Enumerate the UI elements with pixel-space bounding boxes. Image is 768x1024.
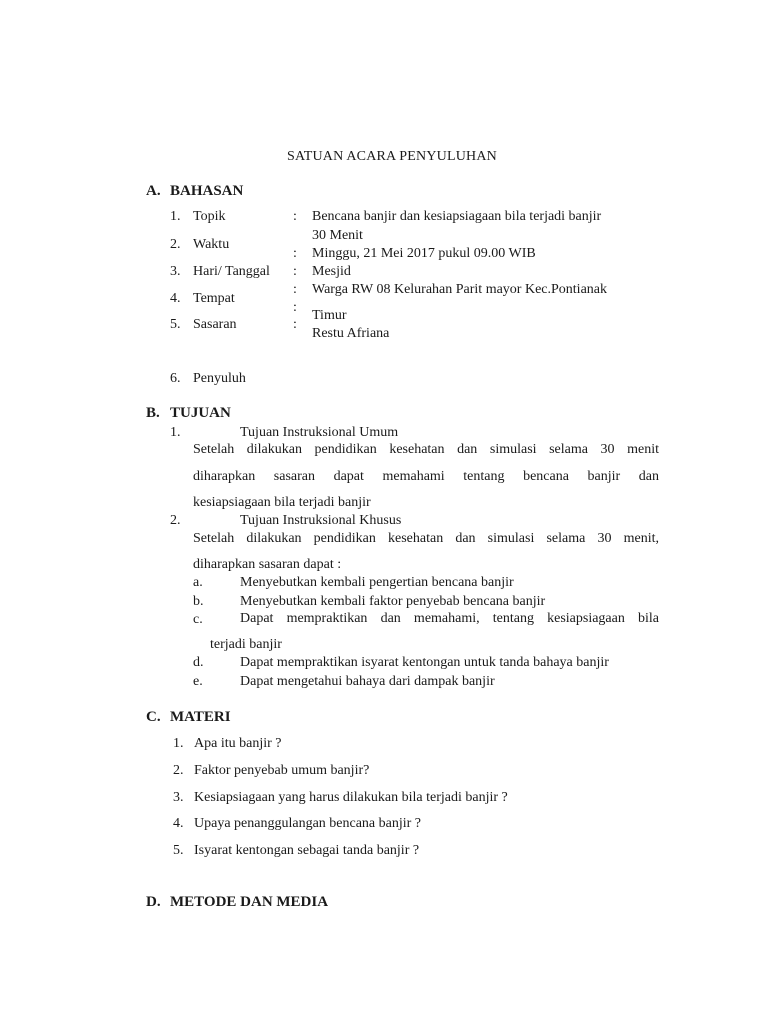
section-b-heading: TUJUAN [170,405,231,421]
tik-item-text: Dapat mempraktikan dan memahami, tentang kesiapsiagaan bila [240,611,659,626]
materi-item: Kesiapsiagaan yang harus dilakukan bila terjadi banjir ? [194,790,508,805]
materi-item: Apa itu banjir ? [194,736,282,751]
value-sasaran-line1: Warga RW 08 Kelurahan Parit mayor Kec.Pontianak [312,282,607,297]
tik-item-letter: a. [193,575,203,590]
value-topik: Bencana banjir dan kesiapsiagaan bila terjadi banjir [312,209,602,224]
value-tempat: Mesjid [312,264,351,279]
colon: : [293,317,297,332]
tik-item-letter: e. [193,674,203,689]
materi-num: 3. [173,790,184,805]
value-sasaran-line2: Timur [312,308,347,323]
bahasan-label-tempat: Tempat [193,291,235,306]
tiu-title: Tujuan Instruksional Umum [240,425,399,440]
tik-item-letter: d. [193,655,204,670]
tiu-line1: Setelah dilakukan pendidikan kesehatan dan simulasi selama 30 menit [193,442,659,457]
section-d-label: D. [146,894,161,910]
section-c-label: C. [146,709,161,725]
page-title: SATUAN ACARA PENYULUHAN [287,149,497,164]
colon: : [293,209,297,224]
tik-item-letter: b. [193,594,204,609]
bahasan-label-sasaran: Sasaran [193,317,237,332]
materi-item: Isyarat kentongan sebagai tanda banjir ? [194,843,420,858]
section-b-label: B. [146,405,160,421]
value-waktu: 30 Menit [312,228,363,243]
bahasan-num: 2. [170,237,181,252]
tik-line1: Setelah dilakukan pendidikan kesehatan dan simulasi selama 30 menit, [193,531,659,546]
bahasan-label-waktu: Waktu [193,237,230,252]
section-c-heading: MATERI [170,709,231,725]
colon: : [293,300,297,315]
materi-num: 4. [173,816,184,831]
tik-item-text: Dapat mengetahui bahaya dari dampak banjir [240,674,495,689]
tiu-num: 1. [170,425,181,440]
materi-num: 5. [173,843,184,858]
bahasan-num: 5. [170,317,181,332]
materi-num: 2. [173,763,184,778]
materi-item: Faktor penyebab umum banjir? [194,763,370,778]
tik-item-text: Menyebutkan kembali faktor penyebab bencana banjir [240,594,546,609]
bahasan-label-penyuluh: Penyuluh [193,371,246,386]
bahasan-num: 6. [170,371,181,386]
section-d-heading: METODE DAN MEDIA [170,894,329,910]
materi-item: Upaya penanggulangan bencana banjir ? [194,816,422,831]
tik-title: Tujuan Instruksional Khusus [240,513,402,528]
bahasan-label-hari: Hari/ Tanggal [193,264,270,279]
colon: : [293,246,297,261]
tik-item-text: Menyebutkan kembali pengertian bencana banjir [240,575,514,590]
bahasan-label-topik: Topik [193,209,226,224]
tik-num: 2. [170,513,181,528]
bahasan-num: 1. [170,209,181,224]
tik-item-letter: c. [193,612,203,627]
tik-item-text: Dapat mempraktikan isyarat kentongan untuk tanda bahaya banjir [240,655,609,670]
value-hari-tanggal: Minggu, 21 Mei 2017 pukul 09.00 WIB [312,246,536,261]
tik-line2: diharapkan sasaran dapat : [193,557,342,572]
value-penyuluh: Restu Afriana [312,326,390,341]
colon: : [293,264,297,279]
tik-item-cont: terjadi banjir [210,637,282,652]
section-a-label: A. [146,183,161,199]
tiu-line3: kesiapsiagaan bila terjadi banjir [193,495,371,510]
materi-num: 1. [173,736,184,751]
colon: : [293,282,297,297]
section-a-heading: BAHASAN [170,183,244,199]
bahasan-num: 4. [170,291,181,306]
tiu-line2: diharapkan sasaran dapat memahami tentang bencana banjir dan [193,469,659,484]
bahasan-num: 3. [170,264,181,279]
